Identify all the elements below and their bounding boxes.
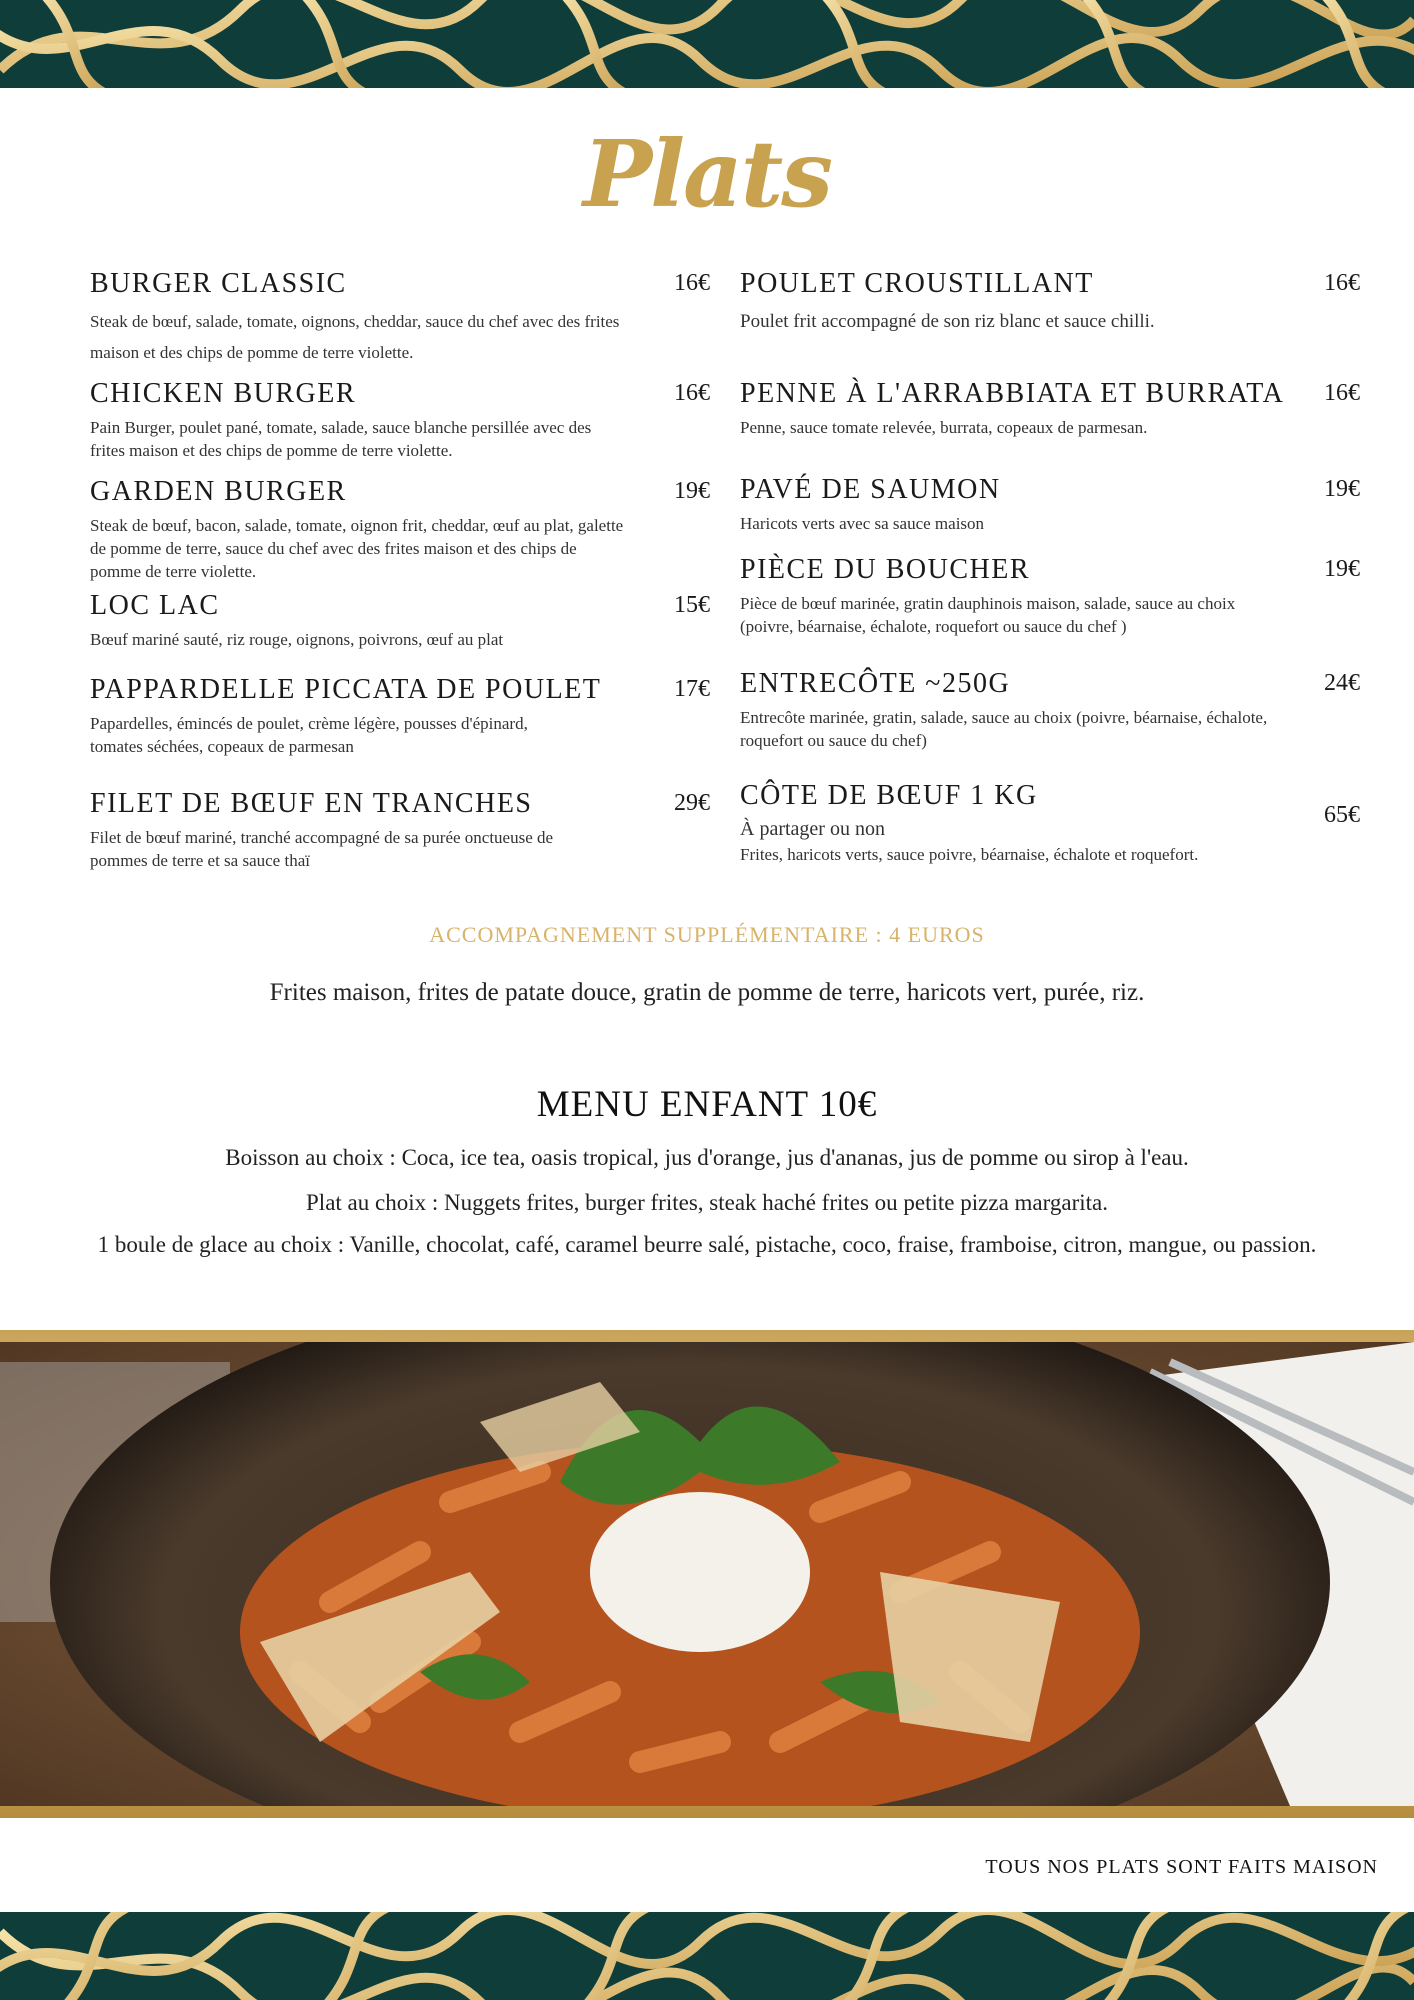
menu-item <box>740 378 1360 439</box>
menu-item <box>740 474 1360 535</box>
menu-item-description: Pièce de bœuf marinée, gratin dauphinois maison, salade, sauce au choix (poivre, béarnaise, échalote, roquefort ou sauce du chef ) <box>740 594 1236 636</box>
menu-item-price: 15€ <box>674 592 710 618</box>
menu-item-name: CÔTE DE BŒUF 1 KG <box>740 780 1038 811</box>
menu-item-name: POULET CROUSTILLANT <box>740 268 1094 299</box>
menu-item-price: 16€ <box>674 270 710 296</box>
menu-item-description: Penne, sauce tomate relevée, burrata, copeaux de parmesan. <box>740 418 1148 437</box>
menu-item-price: 65€ <box>1324 802 1360 828</box>
menu-item-description: Steak de bœuf, salade, tomate, oignons, cheddar, sauce du chef avec des frites maison et des chips de pomme de terre violette. <box>90 312 620 362</box>
menu-item-price: 19€ <box>674 478 710 504</box>
footer-note: TOUS NOS PLATS SONT FAITS MAISON <box>985 1856 1378 1878</box>
menu-item-description: Frites, haricots verts, sauce poivre, béarnaise, échalote et roquefort. <box>740 845 1199 864</box>
menu-item <box>740 668 1360 752</box>
top-leaf-pattern-band <box>0 0 1414 88</box>
menu-item <box>90 378 710 462</box>
menu-item-description: Papardelles, émincés de poulet, crème légère, pousses d'épinard, tomates séchées, copeaux de parmesan <box>90 714 528 756</box>
menu-item <box>90 268 710 368</box>
menu-item-price: 29€ <box>674 790 710 816</box>
kids-menu-drink-line: Boisson au choix : Coca, ice tea, oasis tropical, jus d'orange, jus d'ananas, jus de pomme ou sirop à l'eau. <box>225 1145 1189 1170</box>
menu-item <box>90 788 710 872</box>
menu-item-description: Poulet frit accompagné de son riz blanc et sauce chilli. <box>740 311 1155 332</box>
menu-item-name: BURGER CLASSIC <box>90 268 347 299</box>
menu-item-name: PIÈCE DU BOUCHER <box>740 554 1031 585</box>
kids-menu-title: MENU ENFANT 10€ <box>536 1084 878 1125</box>
menu-item <box>740 268 1360 333</box>
menu-item-description: Haricots verts avec sa sauce maison <box>740 514 985 533</box>
menu-item-price: 16€ <box>674 380 710 406</box>
kids-menu-icecream-line: 1 boule de glace au choix : Vanille, chocolat, café, caramel beurre salé, pistache, coco, fraise, framboise, citron, mangue, ou passion. <box>97 1232 1317 1257</box>
menu-item-description: Filet de bœuf mariné, tranché accompagné de sa purée onctueuse de pommes de terre et sa sauce thaï <box>90 828 554 870</box>
menu-item-subtitle: À partager ou non <box>740 818 885 840</box>
menu-item <box>740 554 1360 638</box>
menu-item-price: 16€ <box>1324 270 1360 296</box>
menu-item-price: 16€ <box>1324 380 1360 406</box>
menu-item <box>90 674 710 758</box>
accompaniment-title: ACCOMPAGNEMENT SUPPLÉMENTAIRE : 4 EUROS <box>429 922 985 947</box>
menu-item-name: ENTRECÔTE ~250G <box>740 668 1011 699</box>
menu-item-name: GARDEN BURGER <box>90 476 347 507</box>
menu-item-price: 17€ <box>674 676 710 702</box>
kids-menu-dish-line: Plat au choix : Nuggets frites, burger frites, steak haché frites ou petite pizza margarita. <box>306 1190 1108 1215</box>
food-photo-frame <box>0 1330 1414 1818</box>
menu-item-name: FILET DE BŒUF EN TRANCHES <box>90 788 533 819</box>
menu-item <box>90 476 710 583</box>
bottom-leaf-pattern-band <box>0 1912 1414 2000</box>
pasta-dish-photo <box>0 1342 1414 1806</box>
menu-item-name: PAVÉ DE SAUMON <box>740 474 1001 505</box>
accompaniment-text: Frites maison, frites de patate douce, gratin de pomme de terre, haricots vert, purée, riz. <box>269 979 1145 1006</box>
page-title: Plats <box>582 120 832 228</box>
menu-item-description: Bœuf mariné sauté, riz rouge, oignons, poivrons, œuf au plat <box>90 630 504 649</box>
menu-item <box>90 590 710 651</box>
menu-item-name: PAPPARDELLE PICCATA DE POULET <box>90 674 602 705</box>
menu-item-price: 19€ <box>1324 476 1360 502</box>
menu-item-description: Pain Burger, poulet pané, tomate, salade, sauce blanche persillée avec des frites maison et des chips de pomme de terre violette. <box>90 418 592 460</box>
menu-item-name: CHICKEN BURGER <box>90 378 357 409</box>
menu-item-name: LOC LAC <box>90 590 220 621</box>
menu-item-price: 24€ <box>1324 670 1360 696</box>
menu-item-description: Steak de bœuf, bacon, salade, tomate, oignon frit, cheddar, œuf au plat, galette de pomme de terre, sauce du chef avec des frites maison et des chips de pomme de terre violette. <box>90 516 624 581</box>
menu-item-price: 19€ <box>1324 556 1360 582</box>
menu-item <box>740 780 1360 866</box>
menu-item-description: Entrecôte marinée, gratin, salade, sauce au choix (poivre, béarnaise, échalote, roquefort ou sauce du chef) <box>740 708 1268 750</box>
menu-item-name: PENNE À L'ARRABBIATA ET BURRATA <box>740 378 1285 409</box>
